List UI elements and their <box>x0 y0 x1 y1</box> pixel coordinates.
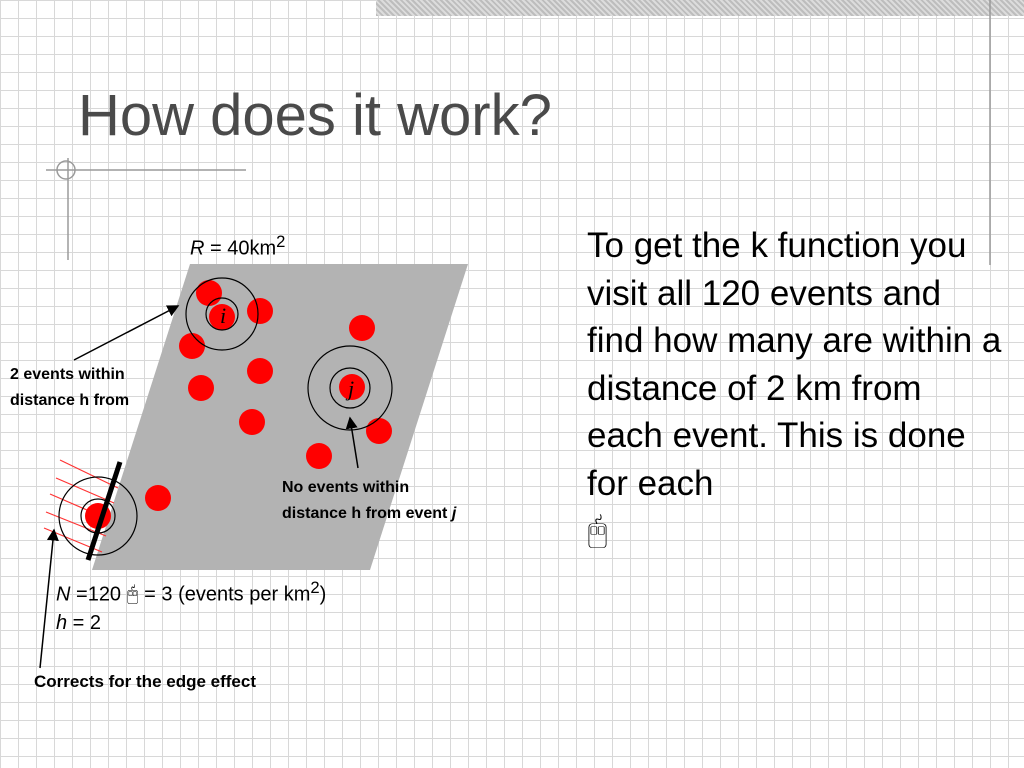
edge-effect-annotation: Corrects for the edge effect <box>34 672 256 691</box>
slide-title: How does it work? <box>78 83 552 148</box>
event-point <box>196 280 222 306</box>
region-area-label: $R = 40km^2$ <box>190 232 286 260</box>
event-point <box>239 409 265 435</box>
event-point <box>349 315 375 341</box>
arrow-to-edge <box>40 530 54 668</box>
explanation-text: To get the k function you visit all 120 events and find how many are within a distance of 2 km from each event. This is done for each 🖰 <box>587 222 1007 555</box>
event-point <box>179 333 205 359</box>
event-point <box>188 375 214 401</box>
event-point <box>247 358 273 384</box>
event-point <box>366 418 392 444</box>
distance-h-label: h = 2 <box>56 612 102 634</box>
event-label-j: j <box>347 376 355 401</box>
event-label-i: i <box>219 303 227 328</box>
two-events-annotation: 2 events within distance h from <box>10 366 130 409</box>
event-point <box>145 485 171 511</box>
event-point <box>306 443 332 469</box>
event-point <box>247 298 273 324</box>
mouse-icon: 🖰 <box>587 511 609 550</box>
no-events-annotation: No events within distance h from event j <box>282 479 457 522</box>
event-count-label: N =120 🖰 = 3 (events per $km^2$) <box>56 578 327 606</box>
